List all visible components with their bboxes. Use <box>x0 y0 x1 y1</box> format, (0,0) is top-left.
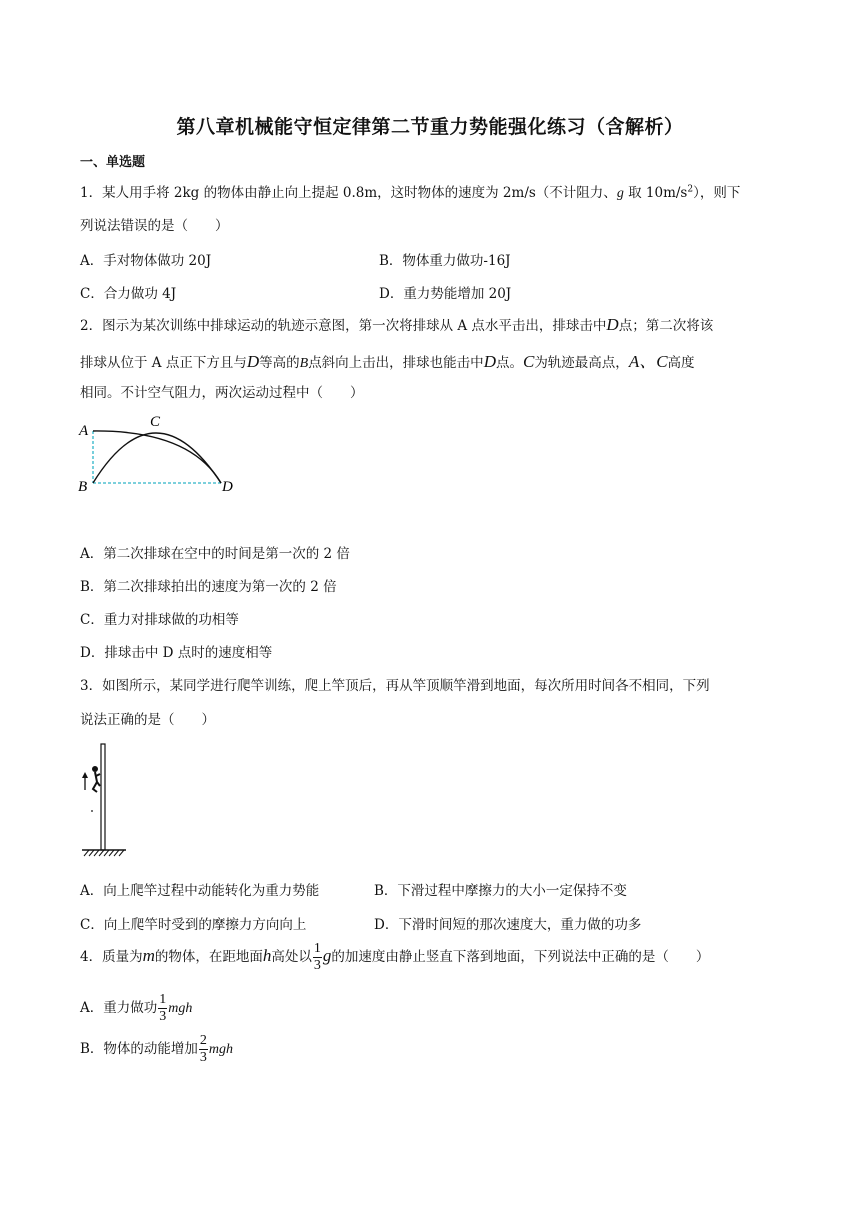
q3-option-b: B．下滑过程中摩擦力的大小一定保持不变 <box>374 883 627 899</box>
point-c-label: C <box>150 414 161 430</box>
q3-option-a: A．向上爬竿过程中动能转化为重力势能 <box>80 883 320 899</box>
q2-option-a: A．第二次排球在空中的时间是第一次的 2 倍 <box>80 546 350 562</box>
q3-option-c: C．向上爬竿时受到的摩擦力方向向上 <box>80 917 307 933</box>
q4-stem: 4．质量为m的物体，在距地面h高处以 $\frac{1}{3}$ g的加速度由静止竖直下落到地面，下列说法中正确的是（ ） <box>80 941 710 973</box>
q1-stem-line1: 1．某人用手将 2kg 的物体由静止向上提起 0.8m，这时物体的速度为 2m/s（不计阻力、g 取 $10m/s^2$），则下 <box>80 184 741 201</box>
second-trajectory-curve <box>93 433 221 483</box>
q2-option-b: B．第二次排球拍出的速度为第一次的 2 倍 <box>80 579 337 595</box>
q3-option-d: D．下滑时间短的那次速度大，重力做的功多 <box>374 917 642 933</box>
dot-mark <box>91 810 93 812</box>
q4-fraction: $\frac{1}{3}$ <box>313 941 321 973</box>
q2-option-c: C．重力对排球做的功相等 <box>80 612 239 628</box>
q2-stem-line2: 排球从位于 A 点正下方且与D等高的B点斜向上击出，排球也能击中D点。C为轨迹最高点，A、C高度 <box>80 352 695 371</box>
q2-stem-line1: 2．图示为某次训练中排球运动的轨迹示意图，第一次将排球从 A 点水平击出，排球击中D点；第二次将该 <box>80 315 714 334</box>
page-title: 第八章机械能守恒定律第二节重力势能强化练习（含解析） <box>176 116 684 138</box>
q1-stem-line2: 列说法错误的是（ ） <box>80 218 229 234</box>
q2-stem-line3: 相同。不计空气阻力，两次运动过程中（ ） <box>80 385 364 401</box>
q1-option-c: C．合力做功 4J <box>80 286 177 302</box>
point-a-label: A <box>79 423 89 439</box>
ground-hatch <box>84 850 124 856</box>
q4-option-b: B．物体的动能增加 $\frac{2}{3}$ mgh <box>80 1033 234 1065</box>
q1-option-b: B．物体重力做功-16J <box>379 253 511 269</box>
point-b-label: B <box>78 479 88 495</box>
q3-stem-line2: 说法正确的是（ ） <box>80 712 215 728</box>
q1-option-d: D．重力势能增加 20J <box>379 286 512 302</box>
volleyball-trajectory-diagram <box>75 410 245 495</box>
q4-option-a: A．重力做功 $\frac{1}{3}$ mgh <box>80 992 193 1024</box>
pole-climbing-figure <box>78 742 130 860</box>
q1-option-a: A．手对物体做功 20J <box>80 253 212 269</box>
point-d-label: D <box>222 479 233 495</box>
q3-stem-line1: 3．如图所示，某同学进行爬竿训练，爬上竿顶后，再从竿顶顺竿滑到地面，每次所用时间各不相同，下列 <box>80 678 710 694</box>
climber-icon <box>92 766 100 792</box>
up-arrow-icon <box>82 772 88 790</box>
section-heading: 一、单选题 <box>80 155 146 170</box>
q2-option-d: D．排球击中 D 点时的速度相等 <box>80 645 273 661</box>
climbing-pole <box>101 744 105 850</box>
